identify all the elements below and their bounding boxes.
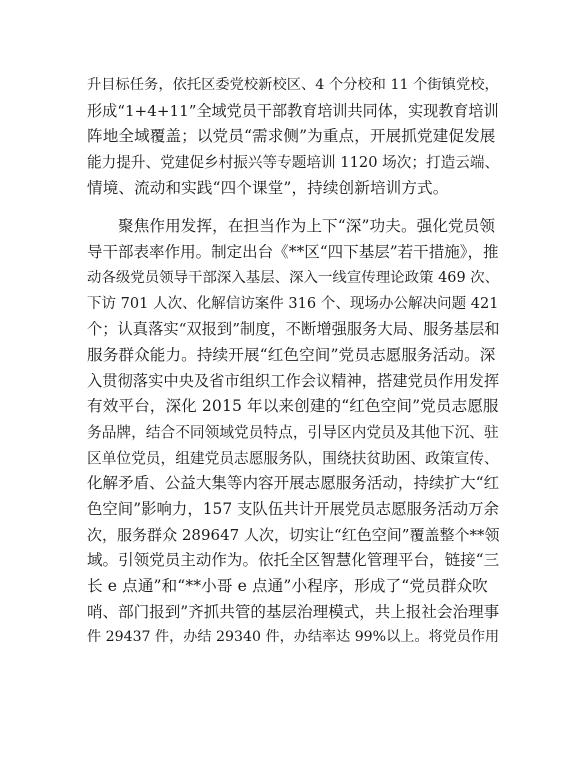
- text-line: 服务群众能力。持续开展“红色空间”党员志愿服务活动。深: [87, 345, 496, 364]
- text-line: 色空间”影响力，157 支队伍共计开展党员志愿服务活动万余: [87, 500, 499, 518]
- text-line: 聚焦作用发挥，在担当作为上下“深”功夫。强化党员领: [118, 217, 496, 236]
- text-line: 件 29437 件，办结 29340 件，办结率达 99%以上。将党员作用: [87, 629, 500, 646]
- text-line: 有效平台，深化 2015 年以来创建的“红色空间”党员志愿服: [87, 397, 499, 416]
- text-line: 能力提升、党建促乡村振兴等专题培训 1120 场次；打造云端、: [87, 154, 500, 172]
- text-line: 形成“1+4+11”全域党员干部教育培训共同体，实现教育培训: [87, 101, 499, 120]
- text-line: 升目标任务，依托区委党校新校区、4 个分校和 11 个街镇党校，: [87, 77, 499, 93]
- text-line: 下访 701 人次、化解信访案件 316 个、现场办公解决问题 421: [87, 295, 499, 312]
- text-line: 个；认真落实“双报到”制度，不断增强服务大局、服务基层和: [87, 320, 500, 339]
- text-line: 入贯彻落实中央及省市组织工作会议精神，搭建党员作用发挥: [87, 371, 500, 390]
- text-line: 阵地全域覆盖；以党员“需求侧”为重点，开展抓党建促发展: [87, 127, 496, 146]
- paragraph-1: [87, 73, 499, 201]
- text-line: 区单位党员，组建党员志愿服务队，围绕扶贫助困、政策宣传、: [87, 449, 499, 467]
- text-line: 次，服务群众 289647 人次，切实让“红色空间”覆盖整个**领: [87, 525, 500, 544]
- text-line: 情境、流动和实践“四个课堂”，持续创新培训方式。: [87, 178, 449, 197]
- text-line: 哨、部门报到”齐抓共管的基层治理模式，共上报社会治理事: [87, 602, 500, 621]
- text-line: 化解矛盾、公益大集等内容开展志愿服务活动，持续扩大“红: [87, 474, 500, 493]
- paragraph-2: [87, 214, 499, 651]
- text-line: 务品牌，结合不同领域党员特点，引导区内党员及其他下沉、驻: [87, 423, 499, 441]
- text-line: 动各级党员领导干部深入基层、深入一线宣传理论政策 469 次、: [87, 269, 500, 286]
- paragraph-spacer: [87, 201, 499, 214]
- text-line: 域。引领党员主动作为。依托全区智慧化管理平台，链接“三: [87, 551, 500, 570]
- text-line: 长 e 点通”和“**小哥 e 点通”小程序，形成了“党员群众吹: [87, 577, 488, 596]
- document-body: [87, 73, 499, 651]
- text-line: 导干部表率作用。制定出台《**区“四下基层”若干措施》，推: [87, 243, 499, 262]
